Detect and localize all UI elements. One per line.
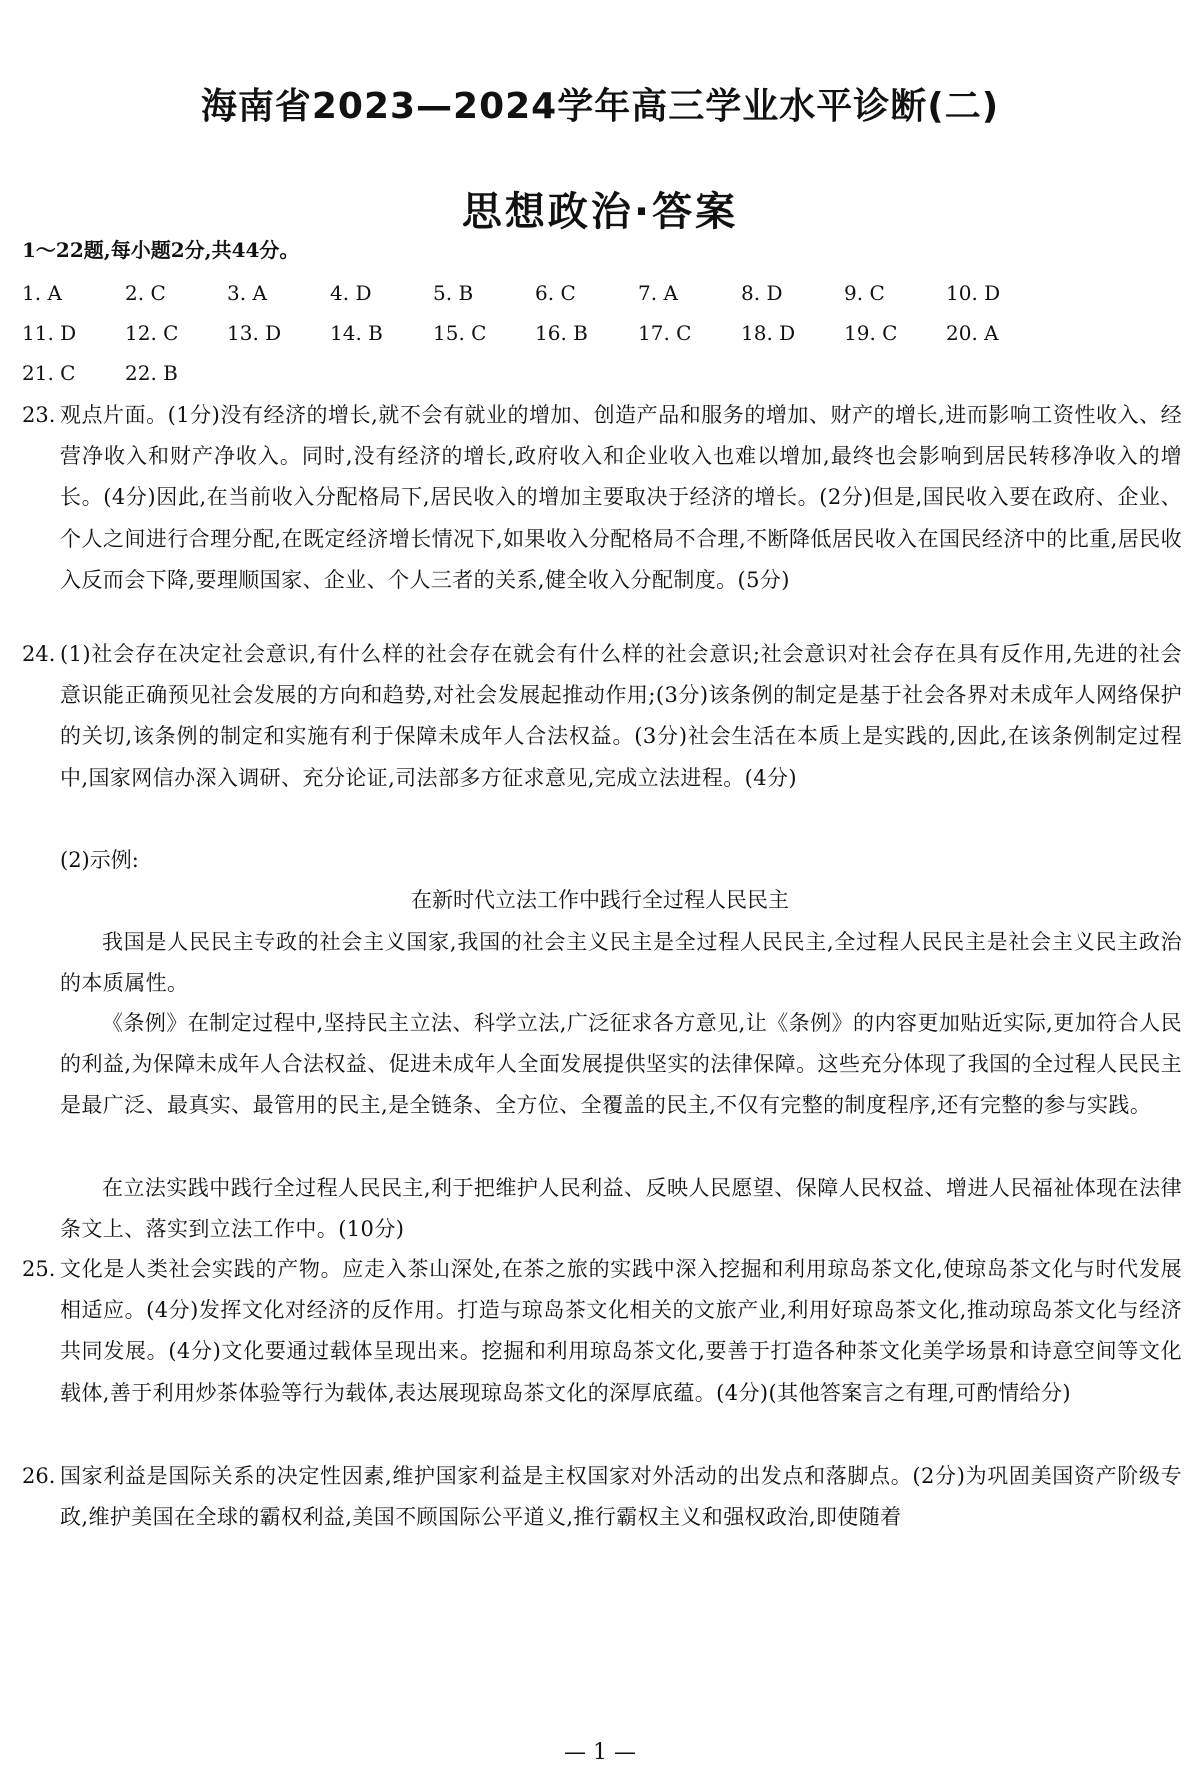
page-title: 海南省2023—2024学年高三学业水平诊断(二) [200,86,1000,127]
question-number: 24. [22,642,56,666]
question-number: 26. [22,1464,56,1488]
answer-row [22,318,1182,348]
answer-item: 4. D [330,281,372,305]
answer-item: 11. D [22,321,77,345]
essay-paragraph: 我国是人民民主专政的社会主义国家,我国的社会主义民主是全过程人民民主,全过程人民民主是社会主义民主政治的本质属性。 [60,930,1182,996]
answer-item: 13. D [227,321,282,345]
page-number: — 1 — [564,1740,636,1765]
question-part-2-label: (2)示例: [60,848,139,872]
answer-item: 16. B [535,321,588,345]
question-part-1-text: (1)社会存在决定社会意识,有什么样的社会存在就会有什么样的社会意识;社会意识对社会存在具有反作用,先进的社会意识能正确预见社会发展的方向和趋势,对社会发展起推动作用;(3分)该条例的制定是基于社会各界对未成年人网络保护的关切,该条例的制定和实施有利于保障未成年人合法权益。(3分)社会生活在本质上是实践的,因此,在该条例制定过程中,国家网信办深入调研、充分论证,司法部多方征求意见,完成立法进程。(4分) [60,642,1182,790]
answer-item: 21. C [22,361,76,385]
essay-title: 在新时代立法工作中践行全过程人民民主 [411,888,789,912]
answer-item: 22. B [125,361,178,385]
answer-item: 20. A [946,321,999,345]
answer-item: 5. B [433,281,474,305]
question-answer-text: 观点片面。(1分)没有经济的增长,就不会有就业的增加、创造产品和服务的增加、财产的增长,进而影响工资性收入、经营净收入和财产净收入。同时,没有经济的增长,政府收入和企业收入也难以增加,最终也会影响到居民转移净收入的增长。(4分)因此,在当前收入分配格局下,居民收入的增加主要取决于经济的增长。(2分)但是,国民收入要在政府、企业、个人之间进行合理分配,在既定经济增长情况下,如果收入分配格局不合理,不断降低居民收入在国民经济中的比重,居民收入反而会下降,要理顺国家、企业、个人三者的关系,健全收入分配制度。(5分) [60,403,1182,592]
answer-item: 15. C [433,321,487,345]
question-answer-text: 文化是人类社会实践的产物。应走入茶山深处,在茶之旅的实践中深入挖掘和利用琼岛茶文化,使琼岛茶文化与时代发展相适应。(4分)发挥文化对经济的反作用。打造与琼岛茶文化相关的文旅产业,利用好琼岛茶文化,推动琼岛茶文化与经济共同发展。(4分)文化要通过载体呈现出来。挖掘和利用琼岛茶文化,要善于打造各种茶文化美学场景和诗意空间等文化载体,善于利用炒茶体验等行为载体,表达展现琼岛茶文化的深厚底蕴。(4分)(其他答案言之有理,可酌情给分) [60,1257,1182,1405]
answer-item: 12. C [125,321,179,345]
answer-item: 2. C [125,281,166,305]
multiple-choice-intro: 1～22题,每小题2分,共44分。 [22,238,300,262]
answer-item: 1. A [22,281,62,305]
answer-item: 14. B [330,321,383,345]
answer-row [22,278,1182,308]
question-answer-text: 国家利益是国际关系的决定性因素,维护国家利益是主权国家对外活动的出发点和落脚点。(2分)为巩固美国资产阶级专政,维护美国在全球的霸权利益,美国不顾国际公平道义,推行霸权主义和强权政治,即使随着 [60,1464,1182,1530]
answer-row [22,358,1182,388]
answer-item: 19. C [844,321,898,345]
answer-item: 7. A [638,281,678,305]
answer-item: 10. D [946,281,1001,305]
question-number: 23. [22,403,56,427]
answer-item: 8. D [741,281,783,305]
answer-item: 18. D [741,321,796,345]
essay-paragraph: 《条例》在制定过程中,坚持民主立法、科学立法,广泛征求各方意见,让《条例》的内容更加贴近实际,更加符合人民的利益,为保障未成年人合法权益、促进未成年人全面发展提供坚实的法律保障。这些充分体现了我国的全过程人民民主是最广泛、最真实、最管用的民主,是全链条、全方位、全覆盖的民主,不仅有完整的制度程序,还有完整的参与实践。 [60,1011,1182,1118]
answer-item: 17. C [638,321,692,345]
answer-item: 9. C [844,281,885,305]
page-subtitle: 思想政治·答案 [461,189,739,235]
question-number: 25. [22,1257,56,1281]
answer-item: 6. C [535,281,576,305]
essay-paragraph: 在立法实践中践行全过程人民民主,利于把维护人民利益、反映人民愿望、保障人民权益、增进人民福祉体现在法律条文上、落实到立法工作中。(10分) [60,1176,1182,1242]
answer-item: 3. A [227,281,267,305]
